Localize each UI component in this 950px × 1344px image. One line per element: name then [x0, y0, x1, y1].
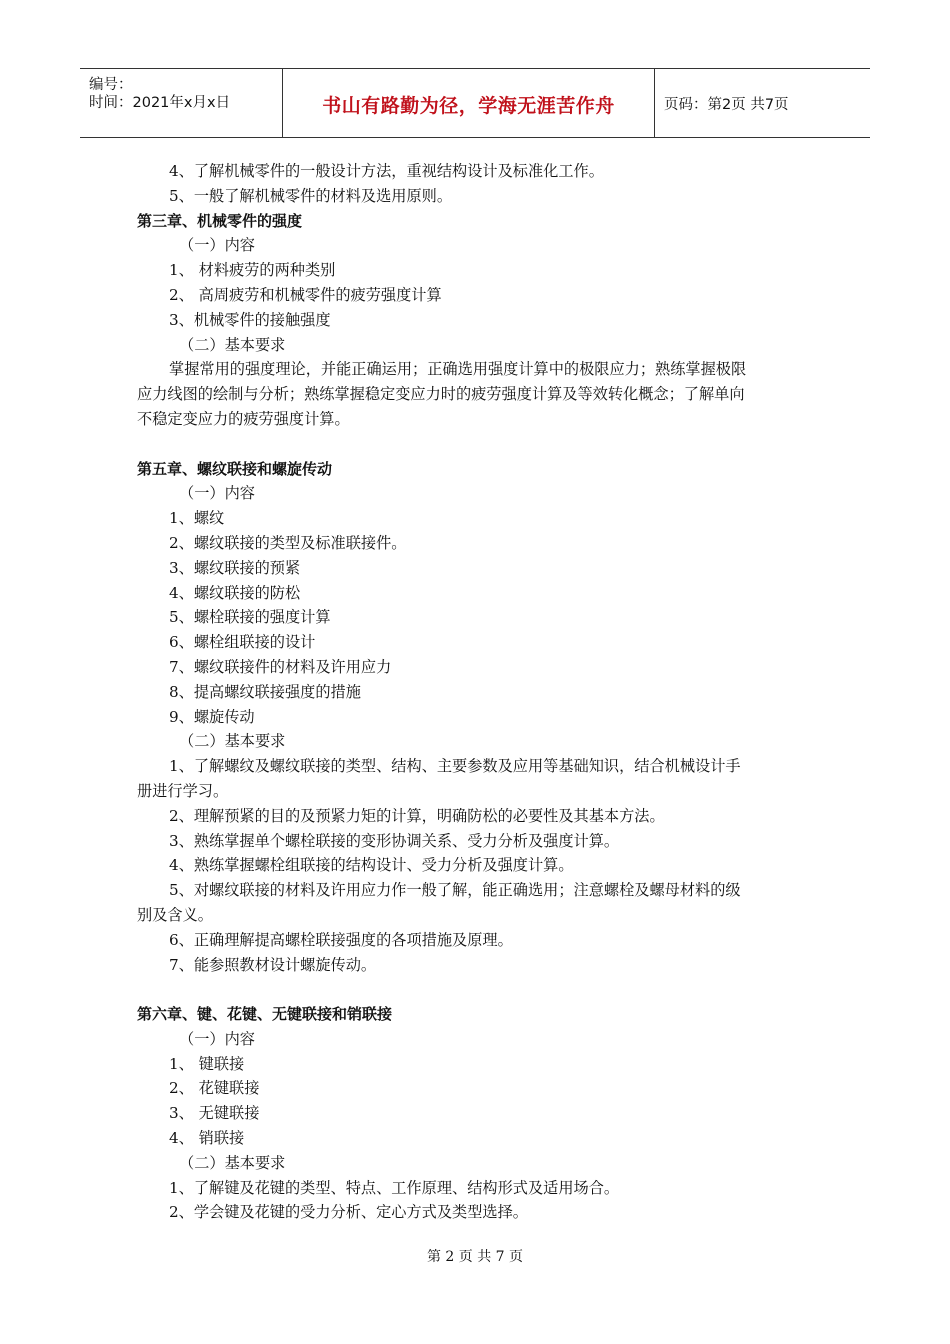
header-middle-cell [283, 69, 655, 137]
ch6-content-label: （一）内容 [179, 1029, 255, 1048]
document-body [137, 159, 817, 1225]
spacer [137, 977, 817, 1002]
header-right-cell [655, 69, 870, 137]
chapter-3-title: 第三章、机械零件的强度 [137, 211, 303, 230]
ch6-item: 4、 销联接 [169, 1129, 245, 1148]
ch5-item: 3、螺纹联接的预紧 [169, 558, 301, 577]
page-footer [0, 1246, 950, 1266]
ch5-item: 4、螺纹联接的防松 [169, 583, 301, 602]
ch5-req-line: 别及含义。 [137, 905, 213, 924]
ch5-item: 8、提高螺纹联接强度的措施 [169, 682, 361, 701]
chapter-6-title: 第六章、键、花键、无键联接和销联接 [137, 1005, 393, 1024]
footer-page-number: 第 2 页 共 7 页 [426, 1249, 524, 1265]
spacer [137, 432, 817, 457]
ch3-req-line: 不稳定变应力的疲劳强度计算。 [137, 409, 350, 428]
ch5-item: 9、螺旋传动 [169, 707, 255, 726]
chapter-5-title: 第五章、螺纹联接和螺旋传动 [137, 459, 333, 478]
ch5-req-line: 4、熟练掌握螺栓组联接的结构设计、受力分析及强度计算。 [169, 856, 574, 875]
ch5-content-label: （一）内容 [179, 484, 255, 503]
ch5-req-label: （二）基本要求 [179, 732, 286, 751]
ch3-item: 1、 材料疲劳的两种类别 [169, 261, 336, 280]
ch3-req-line: 掌握常用的强度理论，并能正确运用；正确选用强度计算中的极限应力；熟练掌握极限 [169, 360, 747, 379]
ch3-req-line: 应力线图的绘制与分析；熟练掌握稳定变应力时的疲劳强度计算及等效转化概念；了解单向 [137, 385, 745, 404]
ch5-req-line: 2、理解预紧的目的及预紧力矩的计算，明确防松的必要性及其基本方法。 [169, 806, 665, 825]
ch5-item: 5、螺栓联接的强度计算 [169, 608, 331, 627]
ch5-req-line: 3、熟练掌握单个螺栓联接的变形协调关系、受力分析及强度计算。 [169, 831, 620, 850]
ch3-item: 3、机械零件的接触强度 [169, 310, 331, 329]
ch3-req-label: （二）基本要求 [179, 335, 286, 354]
intro-line: 4、了解机械零件的一般设计方法，重视结构设计及标准化工作。 [169, 162, 604, 180]
ch6-req-line: 2、学会键及花键的受力分析、定心方式及类型选择。 [169, 1203, 528, 1222]
ch5-item: 6、螺栓组联接的设计 [169, 633, 316, 652]
time-label: 时间：2021年x月x日 [89, 95, 231, 111]
page-info: 页码：第2页 共7页 [664, 97, 789, 113]
ch5-req-line: 5、对螺纹联接的材料及许用应力作一般了解，能正确选用；注意螺栓及螺母材料的级 [169, 881, 741, 900]
ch5-item: 2、螺纹联接的类型及标准联接件。 [169, 533, 407, 552]
motto: 书山有路勤为径，学海无涯苦作舟 [322, 95, 615, 117]
header-left-cell [80, 69, 283, 137]
ch3-item: 2、 高周疲劳和机械零件的疲劳强度计算 [169, 285, 442, 304]
ch6-item: 3、 无键联接 [169, 1104, 260, 1123]
page-header [80, 68, 870, 138]
ch6-req-label: （二）基本要求 [179, 1153, 286, 1172]
ch5-req-line: 6、正确理解提高螺栓联接强度的各项措施及原理。 [169, 930, 513, 949]
ch6-item: 1、 键联接 [169, 1054, 245, 1073]
number-label: 编号： [89, 77, 133, 93]
ch6-item: 2、 花键联接 [169, 1079, 260, 1098]
ch5-req-line: 册进行学习。 [137, 781, 229, 800]
ch5-req-line: 7、能参照教材设计螺旋传动。 [169, 955, 377, 974]
ch5-req-line: 1、了解螺纹及螺纹联接的类型、结构、主要参数及应用等基础知识，结合机械设计手 [169, 757, 741, 776]
ch5-item: 7、螺纹联接件的材料及许用应力 [169, 657, 392, 676]
intro-line: 5、一般了解机械零件的材料及选用原则。 [169, 186, 453, 205]
ch6-req-line: 1、了解键及花键的类型、特点、工作原理、结构形式及适用场合。 [169, 1178, 620, 1197]
ch5-item: 1、螺纹 [169, 509, 225, 528]
ch3-content-label: （一）内容 [179, 236, 255, 255]
